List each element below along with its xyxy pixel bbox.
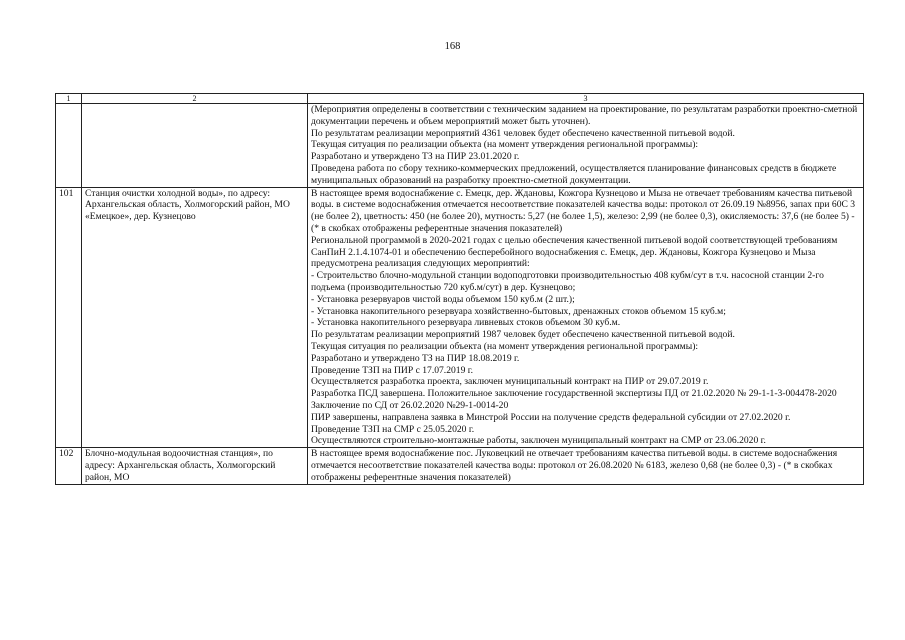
page-number: 168: [444, 41, 461, 52]
row-number-cell: [56, 104, 82, 188]
description-paragraph: Проведена работа по сбору технико-коммерческих предложений, осуществляется планирование финансовых средств в бюджете муниципальных образований на разработку проектно-сметной документации.: [311, 162, 837, 186]
column-header-2: 2: [82, 94, 308, 104]
description-paragraph: В настоящее время водоснабжение с. Емецк, дер. Ждановы, Кожгора Кузнецово и Мыза не отвечает требованиям качества питьевой воды. в системе водоснабжения отмечается несоответствие показателей качества воды: протокол от 26.09.19 №8956, запах при 60С 3 (не более 2), цветность: 450 (не более 20), мутность: 5,27 (не более 1,5), железо: 2,99 (не более 0,3), окисляемость: 37,6 (не более 5) - (* в скобках отображены референтные значения показателей): [311, 187, 856, 234]
description-paragraph: Проведение ТЗП на ПИР с 17.07.2019 г.: [311, 364, 474, 376]
object-name-cell: [82, 448, 308, 484]
description-cell: [308, 187, 864, 448]
description-paragraph: Осуществляются строительно-монтажные работы, заключен муниципальный контракт на СМР от 23.06.2020 г.: [311, 435, 766, 447]
description-paragraph: Осуществляется разработка проекта, заключен муниципальный контракт на ПИР от 29.07.2019 г.: [311, 376, 709, 388]
description-paragraph: (Мероприятия определены в соответствии с техническим заданием на проектирование, по результатам разработки проектно-сметной документации перечень и объем мероприятий может быть уточнен).: [311, 104, 858, 127]
description-paragraph: В настоящее время водоснабжение пос. Луковецкий не отвечает требованиям качества питьевой воды. в системе водоснабжения отмечается несоответствие показателей качества воды: протокол от 26.08.2020 № 6183, железо 0,68 (не более 0,3) - (* в скобках отображены референтные значения показателей): [311, 448, 838, 483]
object-name-cell: [82, 187, 308, 448]
description-paragraph: Текущая ситуация по реализации объекта (на момент утверждения региональной программы):: [311, 139, 699, 151]
description-cell: [308, 448, 864, 484]
description-paragraph: - Установка накопительного резервуара хозяйственно-бытовых, дренажных стоков объемом 15 куб.м;: [311, 305, 726, 317]
row-number-cell: 102: [56, 448, 82, 484]
description-paragraph: - Установка резервуаров чистой воды объемом 150 куб.м (2 шт.);: [311, 293, 575, 305]
description-paragraph: Заключение по СД от 26.02.2020 №29-1-0014-20: [311, 399, 509, 411]
description-paragraph: Проведение ТЗП на СМР с 25.05.2020 г.: [311, 423, 475, 435]
description-paragraph: - Установка накопительного резервуара ливневых стоков объемом 30 куб.м.: [311, 317, 621, 329]
object-name-cell: [82, 104, 308, 188]
description-paragraph: Разработано и утверждено ТЗ на ПИР 23.01.2020 г.: [311, 151, 520, 163]
description-paragraph: По результатам реализации мероприятий 4361 человек будет обеспечено качественной питьевой водой.: [311, 127, 735, 139]
description-paragraph: Разработано и утверждено ТЗ на ПИР 18.08.2019 г.: [311, 352, 520, 364]
description-paragraph: ПИР завершены, направлена заявка в Минстрой России на получение средств федеральной субсидии от 27.02.2020 г.: [311, 411, 791, 423]
description-cell: [308, 104, 864, 188]
program-table: [55, 93, 864, 485]
description-paragraph: Региональной программой в 2020-2021 годах с целью обеспечения качественной питьевой водой соответствующей требованиям СанПиН 2.1.4.1074-01 и обеспечению бесперебойного водоснабжения с. Емецк, дер. Ждановы, Кожгора Кузнецово и Мыза предусмотрена реализация следующих мероприятий:: [311, 234, 838, 270]
description-paragraph: Текущая ситуация по реализации объекта (на момент утверждения региональной программы):: [311, 340, 699, 352]
table-body: [56, 104, 864, 485]
description-paragraph: - Строительство блочно-модульной станции водоподготовки производительностью 408 кубм/сут в т.ч. насосной станции 2-го подъема (производительностью 720 куб.м/сут) в дер. Кузнецово;: [311, 270, 824, 293]
table-row: [56, 187, 864, 448]
description-paragraph: Разработка ПСД завершена. Положительное заключение государственной экспертизы ПД от 21.02.2020 № 29-1-1-3-004478-2020: [311, 388, 837, 400]
table-header-row: [56, 94, 864, 104]
object-name-text: Блочно-модульная водоочистная станция», по адресу: Архангельская область, Холмогорский район, МО: [85, 448, 276, 483]
row-number-cell: 101: [56, 187, 82, 448]
table-row: [56, 104, 864, 188]
table-row: [56, 448, 864, 484]
description-paragraph: По результатам реализации мероприятий 1987 человек будет обеспечено качественной питьевой водой.: [311, 329, 735, 341]
object-name-text: Станция очистки холодной воды», по адресу: Архангельская область, Холмогорский район, МО «Емецкое», дер. Кузнецово: [85, 187, 290, 223]
column-header-3: 3: [308, 94, 864, 104]
column-header-1: 1: [56, 94, 82, 104]
